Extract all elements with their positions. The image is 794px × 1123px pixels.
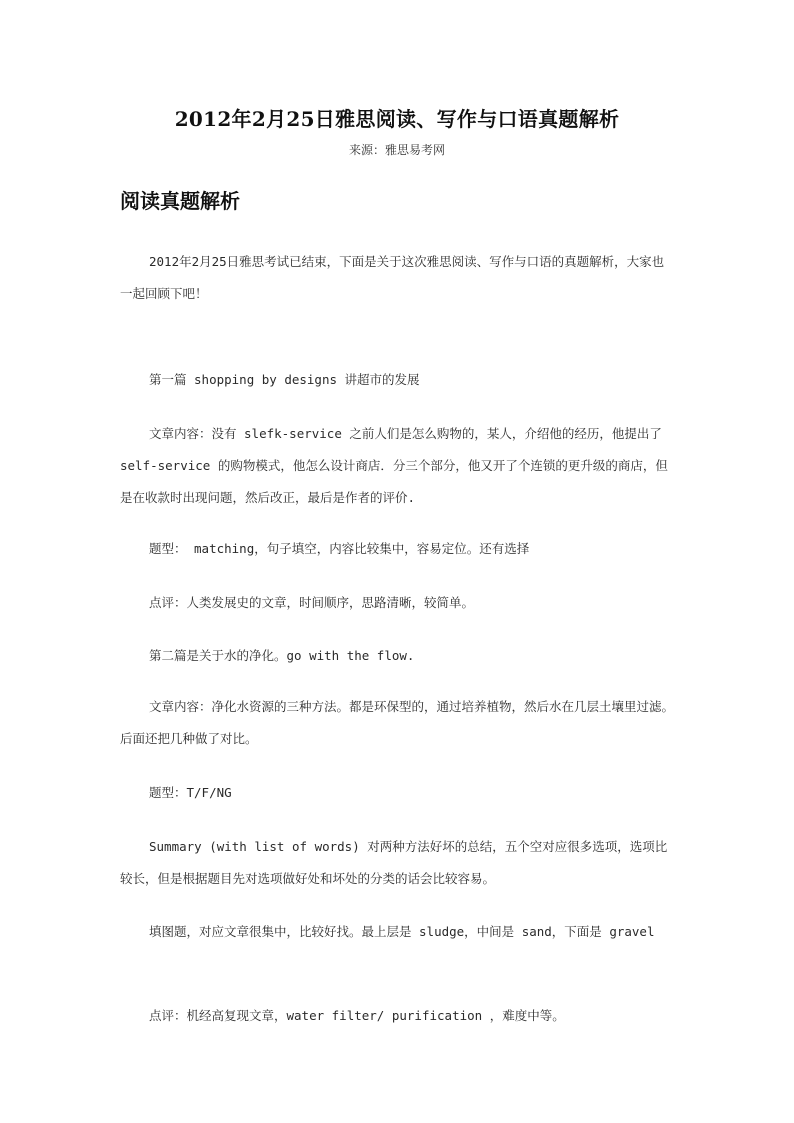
paragraph-passage1-title: 第一篇 shopping by designs 讲超市的发展 (149, 372, 420, 387)
paragraph-passage2-content: 文章内容：净化水资源的三种方法。都是环保型的，通过培养植物，然后水在几层土壤里过滤。后面还把几种做了对比。 (120, 699, 675, 746)
paragraph-passage2-review: 点评：机经高复现文章，water filter/ purification ，难度中等。 (149, 1008, 565, 1023)
paragraph-passage2-diagram: 填图题，对应文章很集中，比较好找。最上层是 sludge，中间是 sand，下面是 gravel (149, 924, 655, 939)
paragraph-passage2-title: 第二篇是关于水的净化。go with the flow. (149, 648, 415, 663)
source-line: 来源：雅思易考网 (348, 143, 445, 157)
paragraph-passage2-summary: Summary (with list of words) 对两种方法好坏的总结，五个空对应很多选项，选项比较长，但是根据题目先对选项做好处和坏处的分类的话会比较容易。 (120, 839, 668, 886)
section-heading: 阅读真题解析 (120, 189, 240, 213)
document-title: 2012年2月25日雅思阅读、写作与口语真题解析 (174, 107, 620, 131)
paragraph-passage1-review: 点评：人类发展史的文章，时间顺序，思路清晰，较简单。 (149, 595, 475, 610)
paragraph-passage1-types: 题型： matching，句子填空，内容比较集中，容易定位。还有选择 (149, 541, 530, 556)
paragraph-passage2-types: 题型：T/F/NG (149, 785, 232, 800)
paragraph-passage1-content: 文章内容：没有 slefk-service 之前人们是怎么购物的，某人，介绍他的经历，他提出了 self-service 的购物模式，他怎么设计商店．分三个部分，他又开了个连锁的更升级的商店，但是在收款时出现问题，然后改正，最后是作者的评价. (120, 426, 668, 505)
paragraph-intro: 2012年2月25日雅思考试已结束，下面是关于这次雅思阅读、写作与口语的真题解析，大家也一起回顾下吧！ (120, 254, 665, 301)
